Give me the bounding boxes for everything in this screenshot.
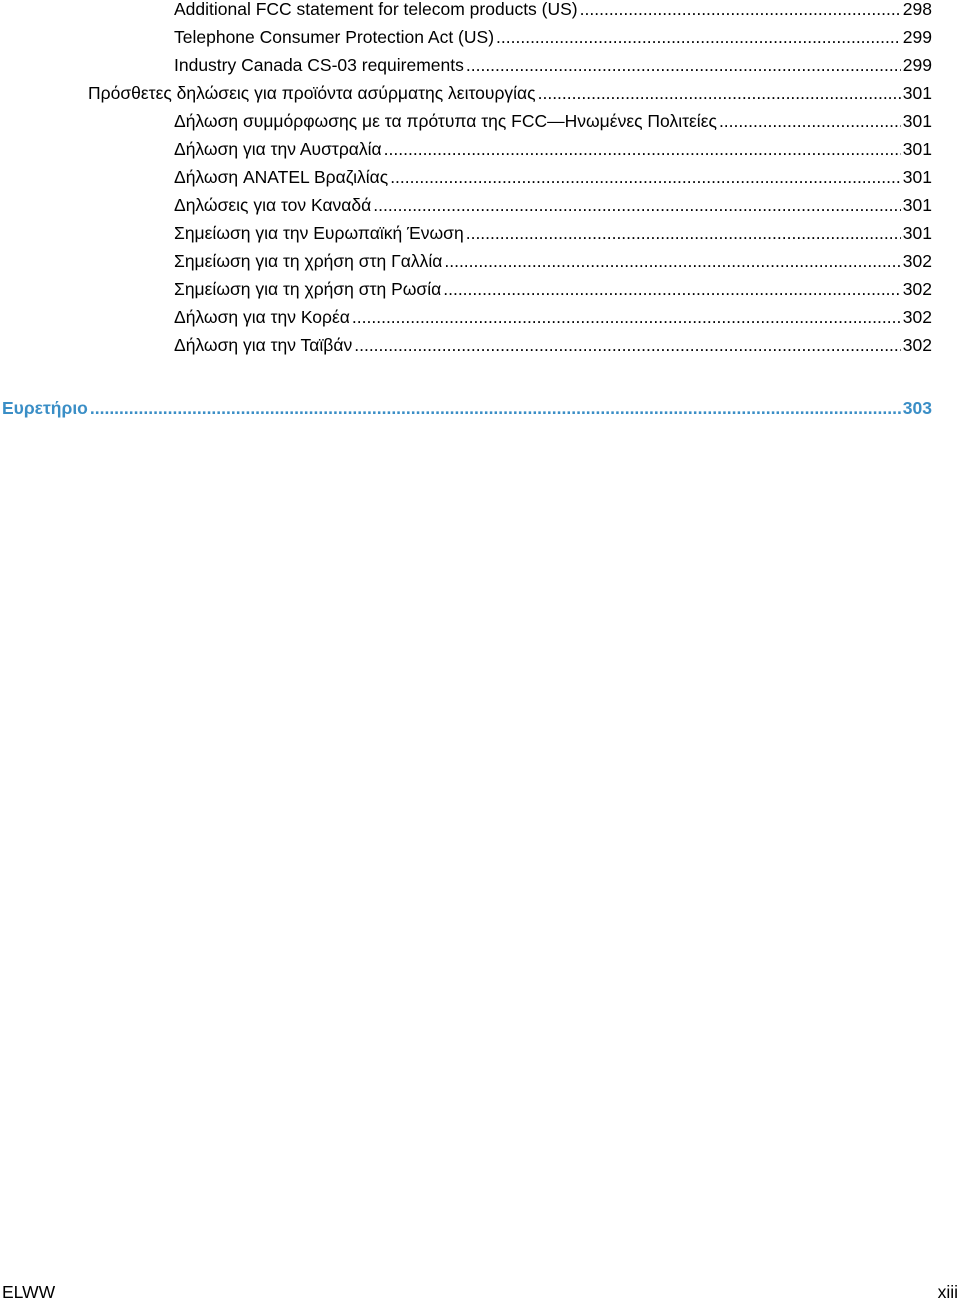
toc-entry-page: 301 (902, 167, 932, 187)
toc-entry-page: 302 (902, 279, 932, 299)
toc-entry-title: Σημείωση για τη χρήση στη Γαλλία (174, 251, 443, 271)
toc-entry[interactable] (174, 0, 932, 21)
toc-entry-title: Δήλωση συμμόρφωσης με τα πρότυπα της FCC—Ηνωμένες Πολιτείες (174, 111, 717, 131)
toc-entry-title: Δήλωση για την Ταϊβάν (174, 335, 353, 355)
footer-doc-id: ELWW (2, 1282, 56, 1302)
toc-chapter-title: Ευρετήριο (2, 398, 88, 418)
toc-entry[interactable] (88, 81, 932, 105)
dot-leader (354, 333, 901, 357)
dot-leader (466, 53, 901, 77)
toc-entry-title: Additional FCC statement for telecom products (US) (174, 0, 578, 19)
toc-entry[interactable] (174, 221, 932, 245)
toc-entry-page: 301 (902, 223, 932, 243)
dot-leader (444, 249, 900, 273)
toc-entry[interactable] (174, 333, 932, 357)
toc-entry[interactable] (174, 249, 932, 273)
toc-entry[interactable] (174, 193, 932, 217)
toc-entry-page: 298 (902, 0, 932, 19)
dot-leader (373, 193, 901, 217)
toc-entry[interactable] (174, 25, 932, 49)
toc-entry-title: Telephone Consumer Protection Act (US) (174, 27, 495, 47)
dot-leader (719, 109, 901, 133)
dot-leader (384, 137, 901, 161)
toc-entry-title: Δηλώσεις για τον Καναδά (174, 195, 372, 215)
toc-entry-page: 302 (902, 335, 932, 355)
toc-entry-page: 299 (902, 27, 932, 47)
toc-chapter-page: 303 (902, 398, 932, 418)
dot-leader (390, 165, 901, 189)
toc-entry-page: 301 (902, 83, 932, 103)
dot-leader (352, 305, 901, 329)
toc-entry-title: Δήλωση για την Αυστραλία (174, 139, 382, 159)
toc-entry[interactable] (174, 109, 932, 133)
toc-entry-title: Industry Canada CS-03 requirements (174, 55, 464, 75)
toc-entry-title: Δήλωση για την Κορέα (174, 307, 350, 327)
toc-entry-page: 301 (902, 195, 932, 215)
toc-entry-title: Σημείωση για τη χρήση στη Ρωσία (174, 279, 442, 299)
toc-entry-page: 301 (902, 111, 932, 131)
toc-entry-page: 301 (902, 139, 932, 159)
toc-entry-title: Σημείωση για την Ευρωπαϊκή Ένωση (174, 223, 464, 243)
dot-leader (90, 396, 901, 420)
toc-entry[interactable] (174, 277, 932, 301)
toc-entry[interactable] (174, 137, 932, 161)
toc-entry[interactable] (174, 165, 932, 189)
dot-leader (496, 25, 901, 49)
toc-entry-page: 299 (902, 55, 932, 75)
dot-leader (466, 221, 901, 245)
dot-leader (580, 0, 901, 21)
toc-entry[interactable] (174, 305, 932, 329)
dot-leader (538, 81, 901, 105)
toc-entry[interactable] (174, 53, 932, 77)
dot-leader (443, 277, 901, 301)
toc-entry-page: 302 (902, 307, 932, 327)
toc-entry-page: 302 (902, 251, 932, 271)
toc-chapter-entry[interactable] (2, 396, 932, 420)
toc-entry-title: Δήλωση ANATEL Βραζιλίας (174, 167, 389, 187)
toc-entry-title: Πρόσθετες δηλώσεις για προϊόντα ασύρματης λειτουργίας (88, 83, 536, 103)
footer-page-number: xiii (937, 1282, 958, 1302)
